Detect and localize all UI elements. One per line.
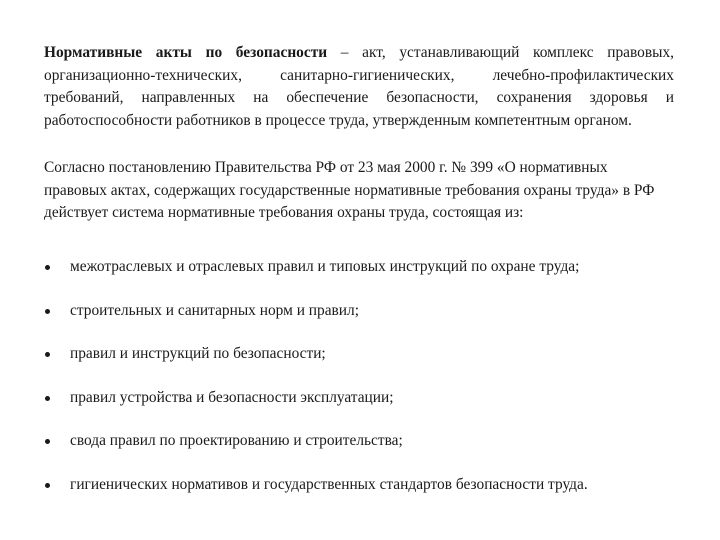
definition-term: Нормативные акты по безопасности xyxy=(44,44,328,61)
bullet-icon xyxy=(45,352,50,357)
definition-paragraph xyxy=(44,42,674,132)
list-item-text: правил устройства и безопасности эксплуатации; xyxy=(70,388,394,406)
list-item-text: межотраслевых и отраслевых правил и типовых инструкций по охране труда; xyxy=(70,258,580,275)
bullet-icon xyxy=(45,483,50,488)
list-item xyxy=(44,387,684,410)
list-item-text: строительных и санитарных норм и правил; xyxy=(70,301,360,319)
requirements-list xyxy=(44,256,684,517)
list-item xyxy=(44,256,684,279)
list-item-text: свода правил по проектированию и строительства; xyxy=(70,432,403,449)
list-item-text: правил и инструкций по безопасности; xyxy=(70,345,326,362)
list-item-text: гигиенических нормативов и государственных стандартов безопасности труда. xyxy=(70,475,588,493)
definition-text: – акт, устанавливающий комплекс правовых, организационно-технических, санитарно-гигиенических, лечебно-профилактических требований, направленных на обеспечение безопасности, сохранения здоровья и работоспособности работников в процессе труда, утвержденным компетентным органом. xyxy=(44,44,674,129)
intro-paragraph: Согласно постановлению Правительства РФ от 23 мая 2000 г. № 399 «О нормативных правовых актах, содержащих государственные нормативные требования охраны труда» в РФ действует система нормативные требования охраны труда, состоящая из: xyxy=(44,159,655,221)
list-item xyxy=(44,430,684,453)
bullet-icon xyxy=(45,439,50,444)
bullet-icon xyxy=(45,396,50,401)
bullet-icon xyxy=(45,265,50,270)
list-item xyxy=(44,474,684,497)
list-item xyxy=(44,300,684,323)
list-item xyxy=(44,343,684,366)
bullet-icon xyxy=(45,309,50,314)
